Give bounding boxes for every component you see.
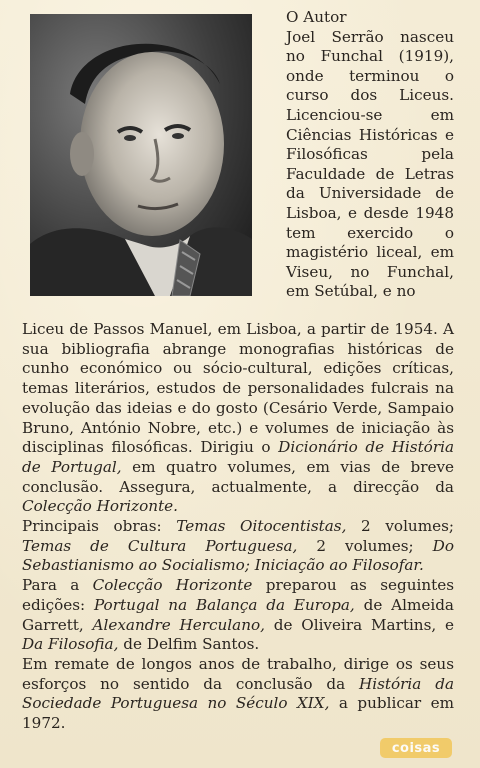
title-herculano: Alexandre Herculano,	[92, 615, 265, 634]
author-portrait	[30, 14, 252, 296]
author-bio-body	[22, 320, 454, 734]
title-historia-sociedade: História da Sociedade Portuguesa no Século XIX,	[22, 674, 454, 713]
title-da-filosofia: Da Filosofia,	[22, 635, 119, 654]
author-bio-intro-text: Joel Serrão nasceu no Funchal (1919), onde terminou o curso dos Liceus. Licenciou-se em Ciências Históricas e Filosóficas pela Faculdade de Letras da Universidade de Lisboa, e desde 1948 tem exercido o magistério liceal, em Viseu, no Funchal, em Setúbal, e no	[286, 27, 454, 301]
bio-paragraph-3: Para a Colecção Horizonte preparou as seguintes edições: Portugal na Balança da Europa, de Almeida Garrett, Alexandre Herculano, de Oliveira Martins, e Da Filosofia, de Delfim Santos.	[22, 576, 455, 654]
bio-paragraph-2: Principais obras: Temas Oitocentistas, 2 volumes; Temas de Cultura Portuguesa, 2 volumes; Do Sebastianismo ao Socialismo; Iniciação ao Filosofar.	[22, 517, 455, 575]
title-temas-oitocentistas: Temas Oitocentistas,	[176, 517, 347, 536]
bio-paragraph-1: Liceu de Passos Manuel, em Lisboa, a partir de 1954. A sua bibliografia abrange monografias históricas de cunho económico ou sócio-cultural, edições críticas, temas literários, estudos de personalidades fulcrais na evolução das ideias e do gosto (Cesário Verde, Sampaio Bruno, António Nobre, etc.) e volumes de iniciação às disciplinas filosóficas. Dirigiu o Dicionário de História de Portugal, em quatro volumes, em vias de breve conclusão. Assegura, actualmente, a direcção da Colecção Horizonte.	[22, 320, 455, 516]
portrait-illustration	[30, 14, 252, 296]
watermark-logo: coisas	[380, 738, 452, 758]
bio-paragraph-4: Em remate de longos anos de trabalho, dirige os seus esforços no sentido da conclusão da História da Sociedade Portuguesa no Século XIX, a publicar em 1972.	[22, 654, 454, 733]
author-bio-intro	[286, 8, 454, 302]
title-coleccao-2: Colecção Horizonte	[92, 576, 253, 595]
title-coleccao: Colecção Horizonte.	[22, 497, 178, 516]
title-portugal-balanca: Portugal na Balança da Europa,	[93, 595, 355, 614]
author-heading: O Autor	[286, 8, 347, 26]
title-temas-cultura: Temas de Cultura Portuguesa,	[22, 536, 298, 555]
title-dicionario: Dicionário de História de Portugal,	[22, 438, 454, 476]
title-sebastianismo: Do Sebastianismo ao Socialismo; Iniciação ao Filosofar.	[22, 536, 454, 575]
